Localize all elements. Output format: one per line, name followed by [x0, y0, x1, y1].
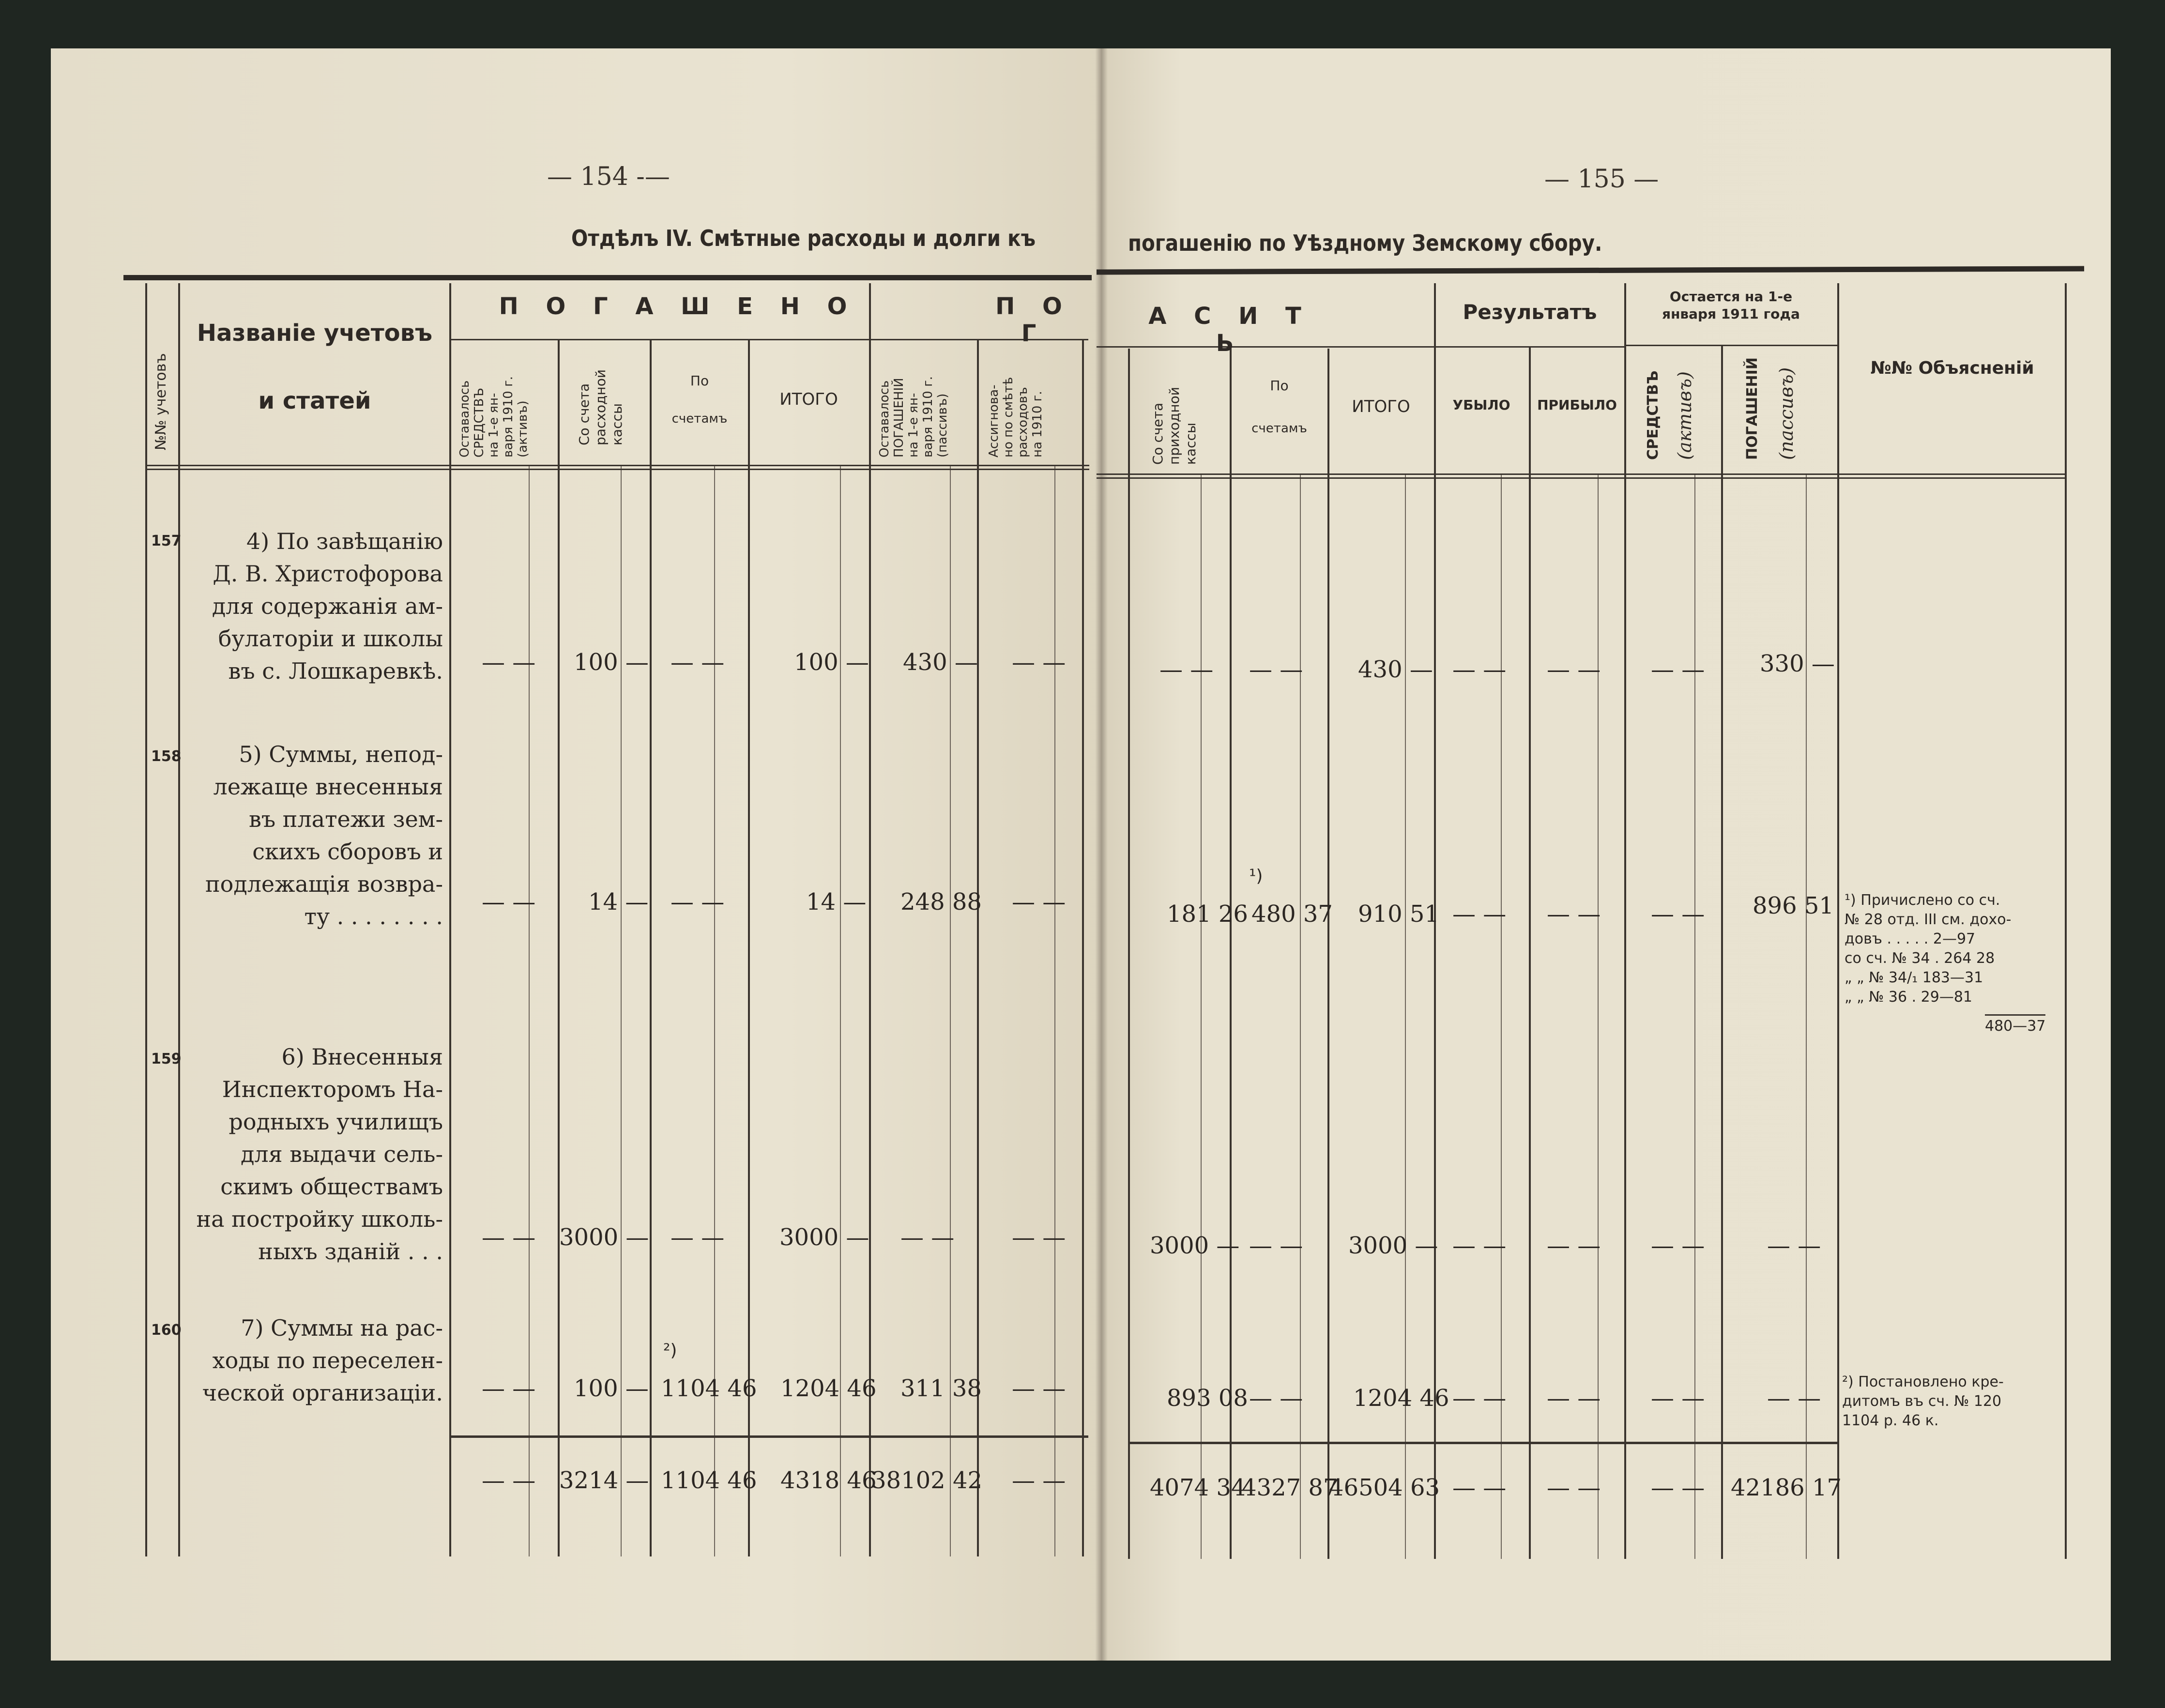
item-name-157: 4) По завѣщанію Д. В. Христофорова для содержанія ам- булаторіи и школы въ с. Лошкаревкѣ. — [212, 528, 443, 684]
totals-rule-right — [1128, 1442, 1837, 1444]
cell: 248 88 — [900, 888, 982, 915]
cell: — — — [1249, 1232, 1303, 1259]
cell: — — — [482, 1224, 536, 1251]
item-name-158: 5) Суммы, непод- лежаще внесенныя въ платежи зем- скихъ сборовъ и подлежащія возвра- ту . . . . . . . . — [205, 741, 443, 930]
cell: 3000 — — [559, 1224, 649, 1251]
sub-header-aktiv: (активъ) — [1674, 371, 1695, 460]
cell: 100 — — [574, 649, 649, 676]
cell: 14 — — [806, 888, 867, 915]
vline — [869, 283, 871, 1556]
sub-header-itogo-r: ИТОГО — [1352, 397, 1410, 416]
vline — [977, 339, 979, 1556]
cell: — — — [1159, 656, 1214, 683]
hline — [1624, 345, 1837, 346]
item-name-160: 7) Суммы на рас- ходы по переселен- ческой организаціи. — [202, 1315, 443, 1406]
page-number-right: — 155 — — [1544, 165, 1659, 194]
cell: — — — [1547, 1232, 1601, 1259]
sub-header-prih: Со счета приходной кассы — [1150, 387, 1199, 465]
vline — [1327, 349, 1329, 1559]
group-repay-header-b: А С И Т Ь — [1148, 303, 1311, 357]
row-number-158: 158 — [151, 748, 182, 765]
book-gutter — [1095, 48, 1108, 1661]
cell: — — — [1452, 1385, 1507, 1412]
cell: — — — [482, 1375, 536, 1402]
total-cell: 4327 87 — [1242, 1474, 1338, 1501]
cell: 1204 46 — [1353, 1385, 1449, 1412]
cell: 181 26 — [1167, 900, 1248, 928]
group-remain-header: Остается на 1-е января 1911 года — [1662, 289, 1800, 322]
vline — [449, 283, 451, 1556]
sub-header-itogo: ИТОГО — [779, 390, 838, 409]
total-cell: 1104 46 — [661, 1467, 757, 1494]
group-result-header: Результатъ — [1463, 300, 1597, 324]
cell: 3000 — — [1150, 1232, 1240, 1259]
cell: — — — [1452, 656, 1507, 683]
cell: — — — [1452, 1232, 1507, 1259]
cell: — — — [1012, 1375, 1066, 1402]
total-cell: — — — [1651, 1474, 1705, 1501]
cell: — — — [482, 888, 536, 915]
cell: — — — [1547, 656, 1601, 683]
cell: — — — [1249, 1385, 1303, 1412]
sub-header-ubylo: УБЫЛО — [1452, 397, 1510, 413]
vline — [1082, 339, 1084, 1556]
cell: — — — [671, 888, 725, 915]
total-cell: 3214 — — [559, 1467, 649, 1494]
cell: — — — [1012, 1224, 1066, 1251]
vline — [1529, 346, 1531, 1559]
group-paid-header: П О Г А Ш Е Н О — [499, 293, 857, 320]
cell: — — — [1012, 649, 1066, 676]
total-cell: 42186 17 — [1731, 1474, 1842, 1501]
cell: 1204 46 — [780, 1375, 877, 1402]
sub-header-ostav-pog: Оставалось ПОГАШЕНІЙ на 1-е ян- варя 1910 г. (пассивъ) — [877, 376, 950, 458]
footnote-1: ¹) Причислено со сч. № 28 отд. III см. дохо- довъ . . . . . 2—97 со сч. № 34 . 264 28 „ „ № 34/₁ 183—31 „ „ № 36 . 29—81 — [1845, 892, 2012, 1006]
cell: 100 — — [794, 649, 869, 676]
cell: — — — [1249, 656, 1303, 683]
footnote-1-total: 480—37 — [1985, 1014, 2045, 1036]
hline — [1097, 477, 2065, 479]
vline — [1230, 349, 1232, 1559]
heading-left: Отдѣлъ IV. Смѣтные расходы и долги къ — [571, 225, 1036, 251]
total-cell: 4074 34 — [1150, 1474, 1246, 1501]
cell: 14 — — [588, 888, 649, 915]
col-notes-header: №№ Объясненій — [1870, 358, 2034, 378]
total-cell: — — — [1012, 1467, 1066, 1494]
vline — [1128, 349, 1130, 1559]
group-repay-header-a: П О Г — [995, 293, 1072, 347]
total-cell: — — — [1547, 1474, 1601, 1501]
col-name-header-1: Названіе учетовъ — [197, 320, 433, 347]
cell: 330 — — [1760, 650, 1835, 677]
cell: 100 — — [574, 1375, 649, 1402]
cell: — — — [1651, 1385, 1705, 1412]
hline — [145, 469, 1089, 470]
cell: 3000 — — [1348, 1232, 1438, 1259]
item-name-159: 6) Внесенныя Инспекторомъ На- родныхъ училищъ для выдачи сель- скимъ обществамъ на постройку школь- ныхъ зданій . . . — [196, 1044, 443, 1265]
sub-header-schetam-r: счетамъ — [1251, 421, 1307, 436]
total-cell: 38102 42 — [871, 1467, 983, 1494]
top-rule-left — [123, 275, 1092, 280]
cell: — — — [1651, 656, 1705, 683]
sub-header-po: По — [690, 373, 709, 389]
total-cell: — — — [482, 1467, 536, 1494]
sub-header-sredstv: СРЕДСТВЪ — [1645, 370, 1662, 460]
heading-right: погашенію по Уѣздному Земскому сбору. — [1128, 230, 1602, 256]
hline — [145, 465, 1089, 466]
cell: — — — [1767, 1385, 1821, 1412]
total-cell: — — — [1452, 1474, 1507, 1501]
cell: — — — [671, 649, 725, 676]
vline — [2065, 283, 2067, 1559]
cell: — — — [1767, 1232, 1821, 1259]
cell: — — — [900, 1224, 955, 1251]
sub-header-passiv: (пассивъ) — [1776, 367, 1797, 460]
cell: — — — [1547, 1385, 1601, 1412]
cell: 896 51 — [1753, 892, 1834, 919]
sub-header-pribylo: ПРИБЫЛО — [1537, 397, 1617, 413]
total-cell: 4318 46 — [780, 1467, 877, 1494]
vline — [178, 283, 180, 1556]
col-accounts-header: №№ учетовъ — [152, 353, 169, 450]
cell: — — — [671, 1224, 725, 1251]
sub-header-ostav: Оставалось СРЕДСТВЪ на 1-е ян- варя 1910 г. (активъ) — [457, 376, 530, 458]
cell: — — — [1651, 900, 1705, 928]
total-cell: 46504 63 — [1329, 1474, 1440, 1501]
vline — [145, 283, 147, 1556]
cell: — — — [482, 649, 536, 676]
vline — [1721, 346, 1723, 1559]
cell: — — — [1651, 1232, 1705, 1259]
vline — [650, 339, 652, 1556]
cell: 430 — — [1358, 656, 1433, 683]
row-number-160: 160 — [151, 1322, 182, 1339]
footnote-mark-1: ¹) — [1249, 866, 1263, 886]
sub-header-kassa: Со счета расходной кассы — [576, 369, 625, 445]
cell: 1104 46 — [661, 1375, 757, 1402]
page-number-left: — 154 -— — [547, 162, 670, 191]
cell: 893 08 — [1167, 1385, 1248, 1412]
cell: 910 51 — [1358, 900, 1439, 928]
row-number-159: 159 — [151, 1051, 182, 1068]
cell: 430 — — [903, 649, 978, 676]
totals-rule-left — [449, 1435, 1088, 1438]
col-name-header-2: и статей — [258, 387, 371, 414]
hline — [1097, 473, 2065, 475]
sub-header-assign: Ассигнова- но по смѣтѣ расходовъ на 1910 г. — [987, 377, 1045, 458]
cell: — — — [1547, 900, 1601, 928]
sub-header-pogash: ПОГАШЕНІЙ — [1744, 357, 1761, 460]
cell: 480 37 — [1251, 900, 1333, 928]
cell: 311 38 — [900, 1375, 982, 1402]
cell: — — — [1012, 888, 1066, 915]
row-number-157: 157 — [151, 533, 182, 549]
footnote-mark-2: ²) — [663, 1341, 677, 1360]
vline — [558, 339, 560, 1556]
cell: 3000 — — [779, 1224, 869, 1251]
cell: — — — [1452, 900, 1507, 928]
vline — [748, 339, 750, 1556]
sub-header-schetam: счетамъ — [671, 412, 728, 426]
footnote-2: ²) Постановлено кре- дитомъ въ сч. № 120 1104 р. 46 к. — [1842, 1373, 2004, 1429]
sub-header-po-r: По — [1270, 378, 1289, 394]
